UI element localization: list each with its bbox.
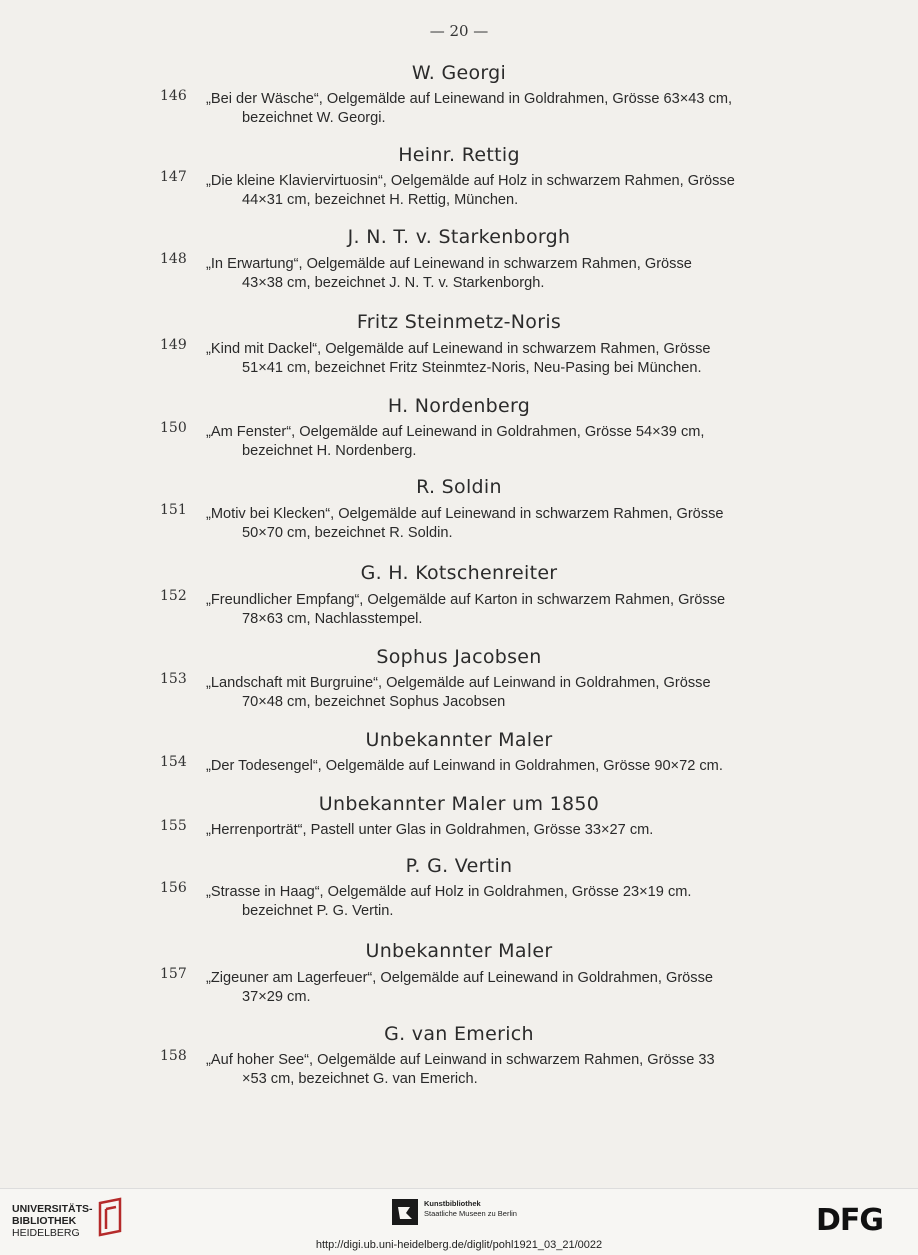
desc-line-2: bezeichnet W. Georgi. <box>242 110 386 126</box>
artist-name: Sophus Jacobsen <box>376 646 542 668</box>
artist-name: Heinr. Rettig <box>398 144 520 166</box>
entry-number: 153 <box>160 671 187 687</box>
desc-line-2: ×53 cm, bezeichnet G. van Emerich. <box>242 1071 478 1087</box>
artist-name: Unbekannter Maler <box>365 729 553 751</box>
entry-number: 155 <box>160 818 187 834</box>
entry-description <box>206 821 802 840</box>
entry-description <box>206 674 802 712</box>
artist-name: Fritz Steinmetz-Noris <box>356 311 562 333</box>
page-number: — 20 — <box>429 22 489 40</box>
artist-name: G. H. Kotschenreiter <box>360 562 558 584</box>
library-line-2: BIBLIOTHEK <box>12 1215 77 1227</box>
artist-name: Unbekannter Maler um 1850 <box>318 793 600 815</box>
entry-number: 147 <box>160 169 187 185</box>
permalink-url[interactable]: http://digi.ub.uni-heidelberg.de/diglit/pohl1921_03_21/0022 <box>315 1239 603 1251</box>
entry-description <box>206 423 802 461</box>
desc-line-1: „Strasse in Haag“, Oelgemälde auf Holz in Goldrahmen, Grösse 23×19 cm. <box>206 884 692 900</box>
artist-name: W. Georgi <box>411 62 507 84</box>
artist-name: H. Nordenberg <box>387 395 531 417</box>
entry-description <box>206 591 802 629</box>
desc-line-2: bezeichnet H. Nordenberg. <box>242 443 417 459</box>
entry-description <box>206 969 802 1007</box>
desc-line-1: „Der Todesengel“, Oelgemälde auf Leinwand in Goldrahmen, Grösse 90×72 cm. <box>206 758 723 774</box>
entry-number: 154 <box>160 754 187 770</box>
viewer-footer <box>0 1188 918 1255</box>
kunstbibliothek-logo-icon[interactable] <box>392 1199 418 1225</box>
library-line-1: UNIVERSITÄTS- <box>12 1203 93 1215</box>
entry-number: 151 <box>160 502 187 518</box>
artist-name: Unbekannter Maler <box>365 940 553 962</box>
entry-number: 149 <box>160 337 187 353</box>
desc-line-2: 70×48 cm, bezeichnet Sophus Jacobsen <box>242 694 506 710</box>
desc-line-2: 43×38 cm, bezeichnet J. N. T. v. Starkenborgh. <box>242 275 545 291</box>
desc-line-1: „Motiv bei Klecken“, Oelgemälde auf Leinewand in schwarzem Rahmen, Grösse <box>206 506 724 522</box>
desc-line-1: „Kind mit Dackel“, Oelgemälde auf Leinewand in schwarzem Rahmen, Grösse <box>206 341 711 357</box>
artist-name: J. N. T. v. Starkenborgh <box>347 226 571 248</box>
entry-description <box>206 172 802 210</box>
dfg-logo[interactable]: DFG <box>816 1203 884 1238</box>
entry-number: 148 <box>160 251 187 267</box>
desc-line-1: „Herrenporträt“, Pastell unter Glas in Goldrahmen, Grösse 33×27 cm. <box>206 822 654 838</box>
entry-number: 158 <box>160 1048 187 1064</box>
desc-line-2: 50×70 cm, bezeichnet R. Soldin. <box>242 525 453 541</box>
entry-description <box>206 883 802 921</box>
desc-line-2: 51×41 cm, bezeichnet Fritz Steinmtez-Noris, Neu-Pasing bei München. <box>242 360 702 376</box>
desc-line-1: „Am Fenster“, Oelgemälde auf Leinewand in Goldrahmen, Grösse 54×39 cm, <box>206 424 705 440</box>
desc-line-2: bezeichnet P. G. Vertin. <box>242 903 394 919</box>
entry-number: 152 <box>160 588 187 604</box>
ub-heidelberg-wordmark[interactable] <box>12 1203 93 1239</box>
artist-name: P. G. Vertin <box>405 855 513 877</box>
entry-description <box>206 90 802 128</box>
desc-line-1: „Die kleine Klaviervirtuosin“, Oelgemälde auf Holz in schwarzem Rahmen, Grösse <box>206 173 735 189</box>
entry-number: 146 <box>160 88 187 104</box>
ub-heidelberg-logo-icon[interactable] <box>94 1197 126 1237</box>
kunstbibliothek-wordmark[interactable] <box>424 1199 517 1219</box>
entry-description <box>206 255 802 293</box>
entry-description <box>206 505 802 543</box>
entry-number: 157 <box>160 966 187 982</box>
kb-line-1: Kunstbibliothek <box>424 1199 481 1208</box>
desc-line-1: „Bei der Wäsche“, Oelgemälde auf Leinewand in Goldrahmen, Grösse 63×43 cm, <box>206 91 733 107</box>
entry-number: 150 <box>160 420 187 436</box>
library-line-3: HEIDELBERG <box>12 1227 80 1239</box>
desc-line-1: „Landschaft mit Burgruine“, Oelgemälde auf Leinwand in Goldrahmen, Grösse <box>206 675 711 691</box>
entry-description <box>206 340 802 378</box>
desc-line-1: „Auf hoher See“, Oelgemälde auf Leinwand in schwarzem Rahmen, Grösse 33 <box>206 1052 715 1068</box>
desc-line-1: „Zigeuner am Lagerfeuer“, Oelgemälde auf Leinewand in Goldrahmen, Grösse <box>206 970 714 986</box>
entry-number: 156 <box>160 880 187 896</box>
entry-description <box>206 757 802 776</box>
entry-description <box>206 1051 802 1089</box>
desc-line-2: 37×29 cm. <box>242 989 311 1005</box>
desc-line-2: 78×63 cm, Nachlasstempel. <box>242 611 423 627</box>
kb-line-2: Staatliche Museen zu Berlin <box>424 1209 517 1218</box>
desc-line-2: 44×31 cm, bezeichnet H. Rettig, München. <box>242 192 519 208</box>
artist-name: R. Soldin <box>416 476 502 498</box>
desc-line-1: „In Erwartung“, Oelgemälde auf Leinewand in schwarzem Rahmen, Grösse <box>206 256 692 272</box>
artist-name: G. van Emerich <box>384 1023 534 1045</box>
desc-line-1: „Freundlicher Empfang“, Oelgemälde auf Karton in schwarzem Rahmen, Grösse <box>206 592 726 608</box>
